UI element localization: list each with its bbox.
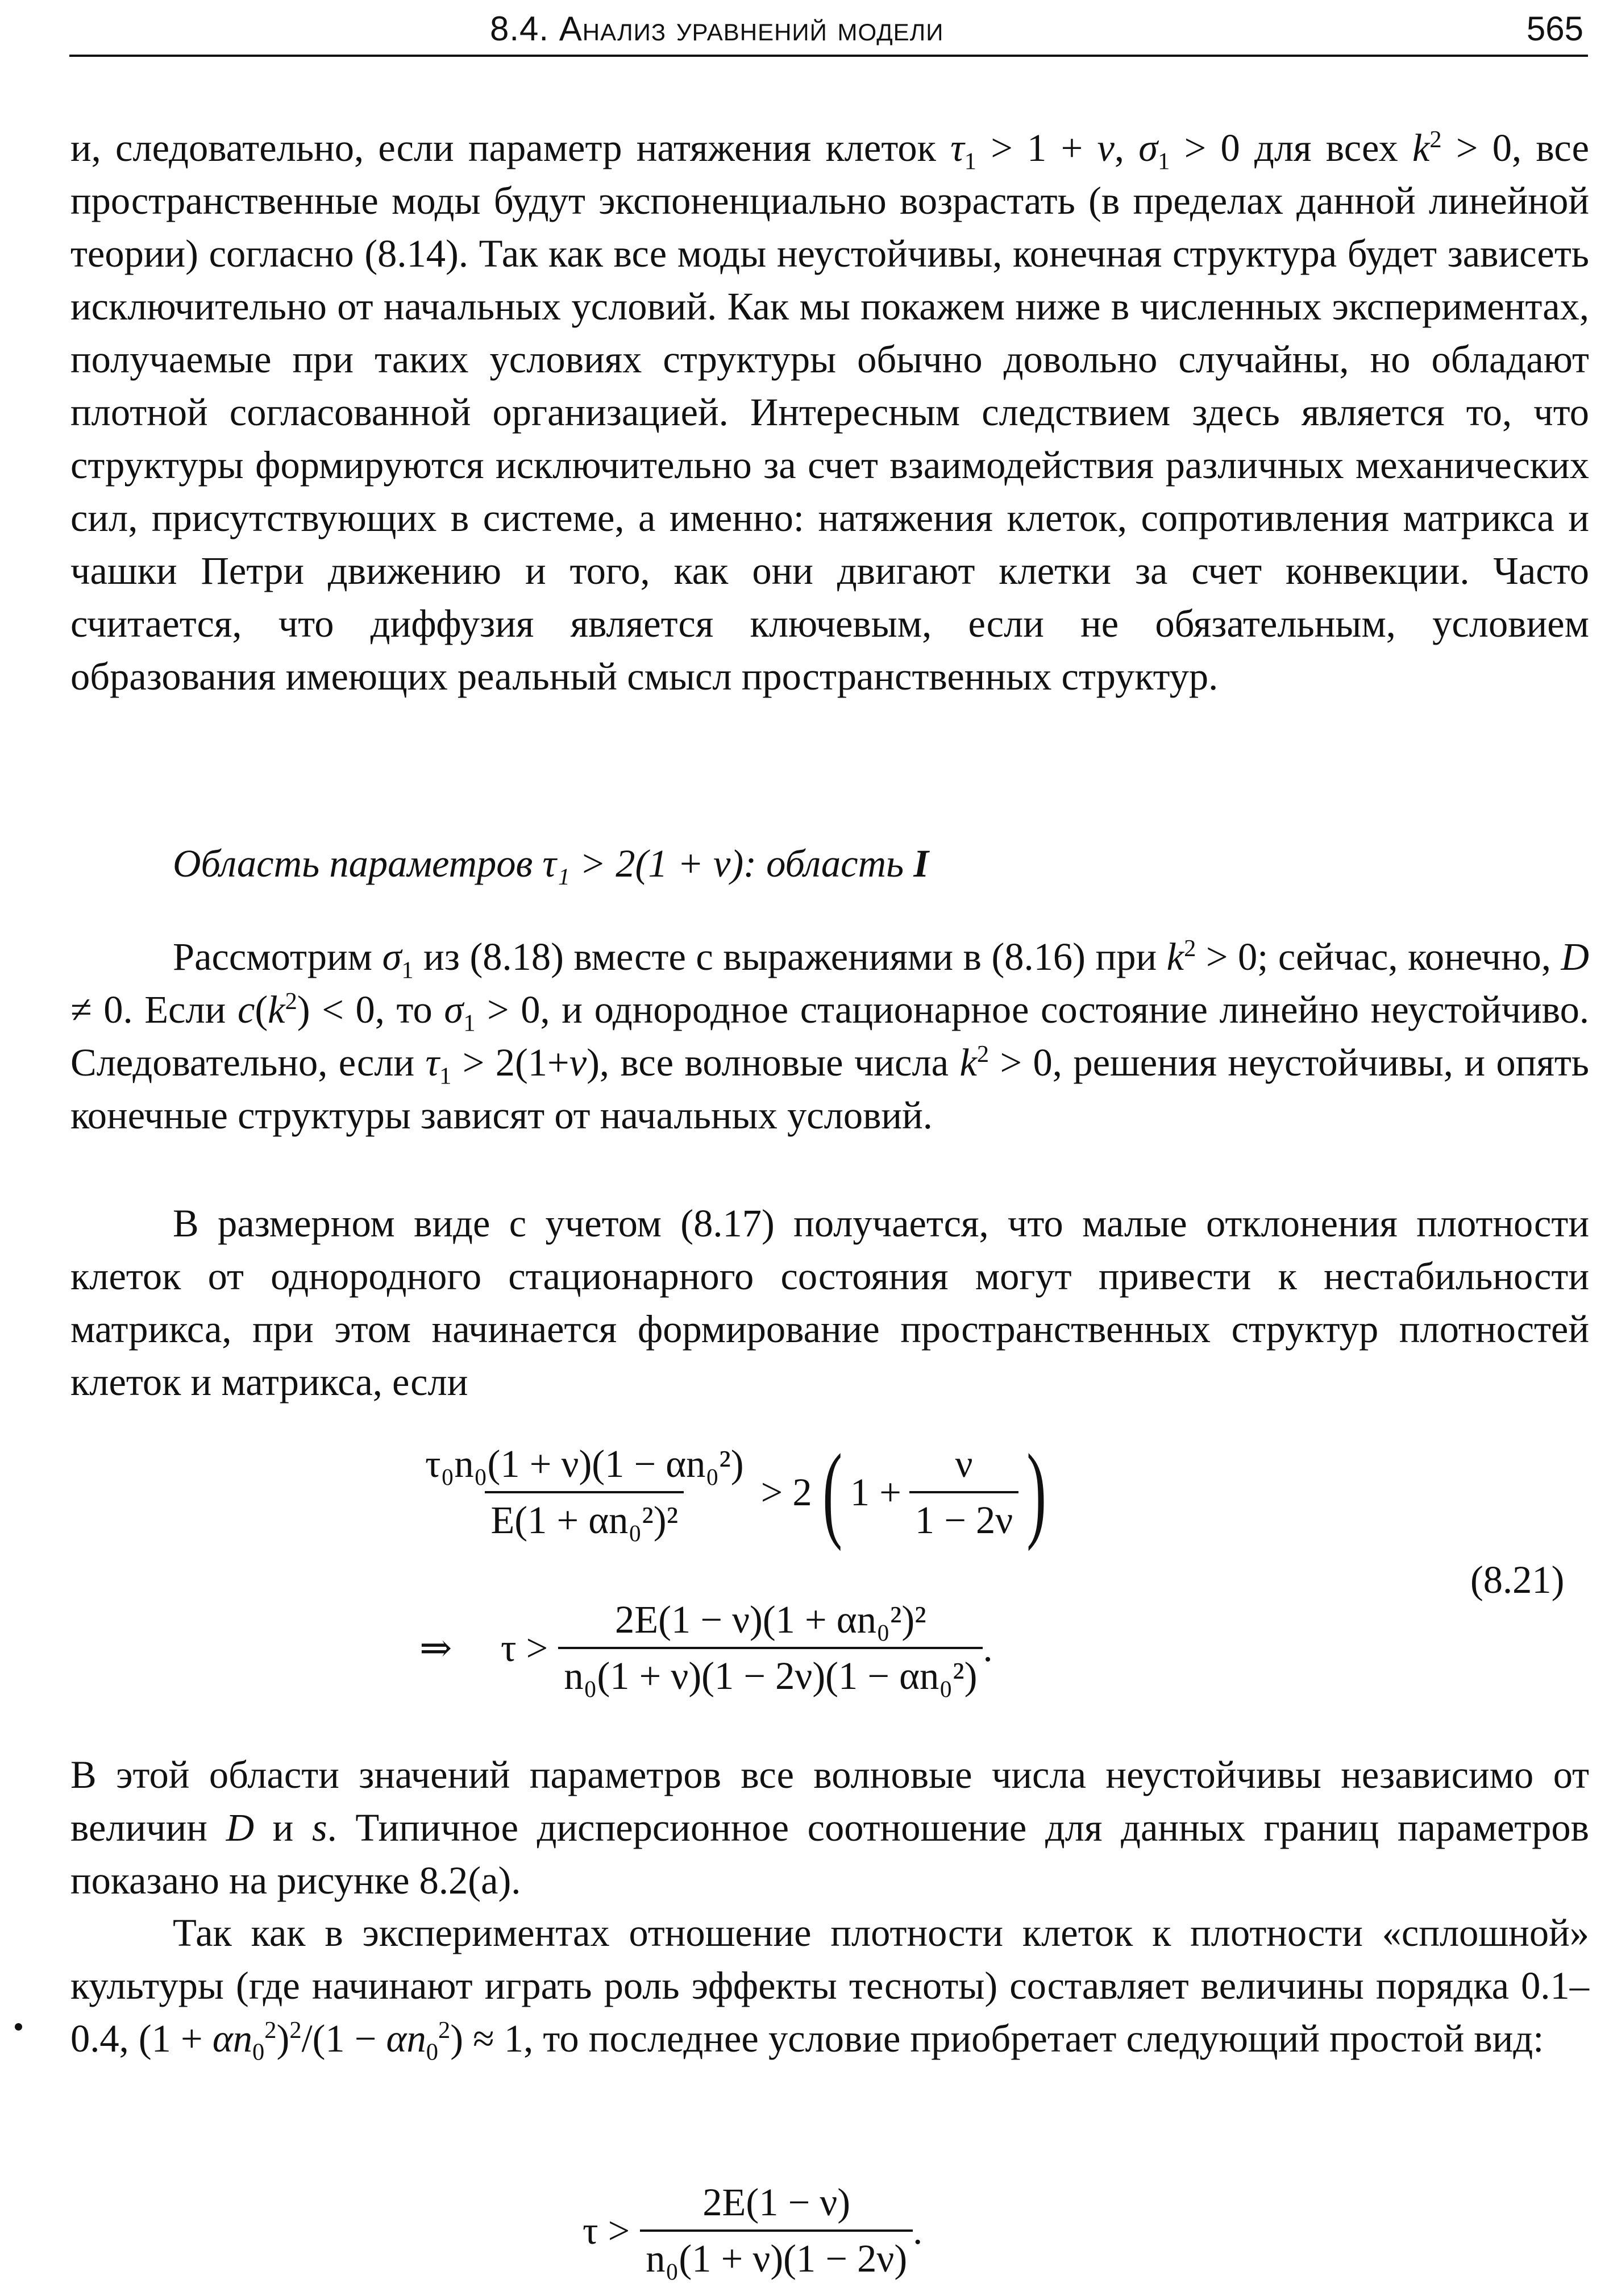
paragraph-3: В размерном виде с учетом (8.17) получается, что малые отклонения плотности клеток от однородного стационарного состояния могут привести к нестабильности матрикса, при этом начинается формирование пространственных структур плотностей клеток и матрикса, если [70, 1202, 1589, 1404]
paragraph-2: Рассмотрим $\sigma_1$ из (8.18) вместе с выражениями в (8.16) при $k^2 > 0$; сейчас, конечно, D ≠ 0. Если $c(k^2) < 0$, то $\sigma_1 > 0$, и однородное стационарное состояние линейно неустойчиво. Следовательно, если $\tau_1 > 2(1+\nu)$, все волновые числа $k^2 > 0$, решения неустойчивы, и опять конечные структуры зависят от начальных условий. [70, 935, 1590, 1137]
section-number: 8.4. [490, 10, 559, 48]
region-label: I [913, 842, 929, 885]
inner-one-plus: 1 + [850, 1470, 901, 1514]
equation-line-1 [419, 1433, 1055, 1552]
running-header [69, 6, 1588, 57]
fraction-inner [909, 1442, 1018, 1543]
relation-greater: > 2 [760, 1470, 812, 1514]
fraction-1-numerator: τ₀n₀(1 + ν)(1 − αn₀²) [425, 1442, 744, 1485]
fraction-1 [419, 1442, 750, 1543]
paragraph-4: В этой области значений параметров все волновые числа неустойчивы независимо от величин D и s. Типичное дисперсионное соотношение для данных границ параметров показано на рисунке 8.2(a). [70, 1753, 1589, 1902]
fraction-1-denominator: E(1 + αn₀²)² [485, 1491, 684, 1543]
fraction-2 [558, 1597, 983, 1699]
equation-line-2 [419, 1597, 993, 1699]
final-equation [583, 2180, 922, 2281]
right-paren: ) [1026, 1433, 1047, 1552]
implies-tau: ⇒ τ > [419, 1626, 548, 1670]
fraction-inner-denominator: 1 − 2ν [909, 1491, 1018, 1543]
section-title [490, 9, 943, 48]
final-lhs: τ > [583, 2208, 630, 2252]
subsection-heading-text: Область параметров τ₁ > 2(1 + ν): область [173, 842, 904, 885]
final-denominator: n₀(1 + ν)(1 − 2ν) [640, 2229, 913, 2281]
final-period: . [913, 2208, 923, 2252]
final-fraction [640, 2180, 913, 2281]
final-numerator: 2E(1 − ν) [702, 2181, 851, 2224]
equation-period: . [983, 1626, 993, 1670]
left-paren: ( [822, 1433, 842, 1552]
paragraph-5: Так как в экспериментах отношение плотности клеток к плотности «сплошной» культуры (где начинают играть роль эффекты тесноты) составляет величины порядка 0.1–0.4, $(1 + \alpha n_0^2)^2/(1 - \alpha n_0^2) \approx 1$, то последнее условие приобретает следующий простой вид: [70, 1911, 1589, 2066]
paragraph-1: и, следовательно, если параметр натяжения клеток $\tau_1 > 1 + \nu$, $\sigma_1 > 0$ для всех $k^2 > 0$, все пространственные моды будут экспоненциально возрастать (в пределах данной линейной теории) согласно (8.14). Так как все моды неустойчивы, конечная структура будет зависеть исключительно от начальных условий. Как мы покажем ниже в численных экспериментах, получаемые при таких условиях структуры обычно довольно случайны, но обладают плотной согласованной организацией. Интересным следствием здесь является то, что структуры формируются исключительно за счет взаимодействия различных механических сил, присутствующих в системе, а именно: натяжения клеток, сопротивления матрикса и чашки Петри движению и того, как они двигают клетки за счет конвекции. Часто считается, что диффузия является ключевым, если не обязательным, условием образования имеющих реальный смысл пространственных структур. [70, 126, 1590, 698]
margin-dot [15, 2023, 22, 2031]
fraction-2-denominator: n₀(1 + ν)(1 − 2ν)(1 − αn₀²) [558, 1647, 983, 1699]
subsection-heading [173, 841, 1480, 886]
equation-number: (8.21) [1470, 1558, 1565, 1601]
fraction-inner-numerator: ν [955, 1442, 973, 1485]
page-number: 565 [1526, 10, 1583, 48]
fraction-2-numerator: 2E(1 − ν)(1 + αn₀²)² [615, 1598, 926, 1641]
section-name: Анализ уравнений модели [559, 10, 944, 48]
